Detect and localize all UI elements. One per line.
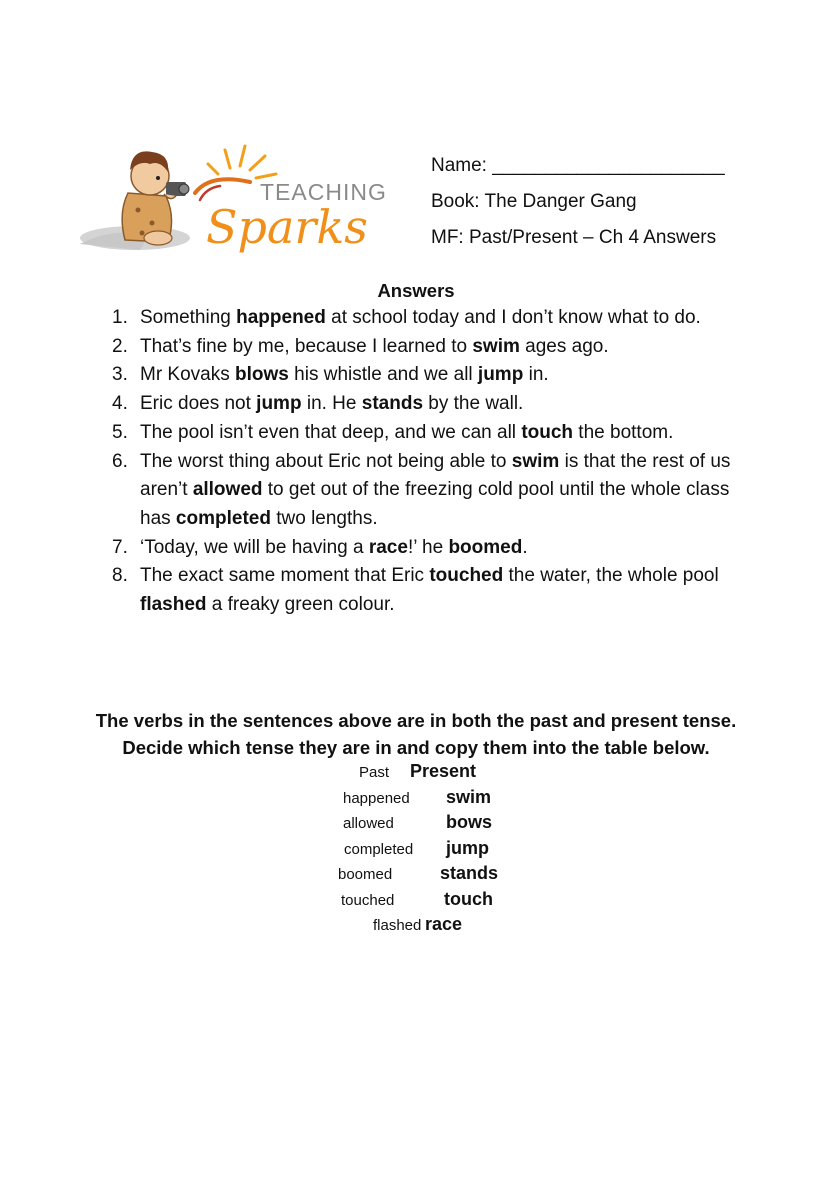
present-word: swim <box>446 787 492 807</box>
answer-text: . <box>522 536 528 558</box>
past-word: allowed <box>343 815 394 832</box>
present-header: Present <box>410 761 477 781</box>
present-word: touch <box>444 889 493 909</box>
verb: boomed <box>448 536 523 558</box>
answer-text: two lengths. <box>270 507 378 529</box>
verb: jump <box>477 364 524 386</box>
past-word: boomed <box>338 866 393 883</box>
verb: swim <box>511 450 560 472</box>
mf-line: MF: Past/Present – Ch 4 Answers <box>431 227 717 248</box>
answer-item <box>112 333 752 362</box>
answer-text: by the wall. <box>423 393 524 415</box>
answer-text: Something <box>140 307 237 328</box>
answer-item <box>112 390 752 419</box>
brand-line2: Sparks <box>206 200 368 254</box>
answer-text: The pool isn’t even that deep, and we can all <box>140 421 522 443</box>
answer-item <box>112 304 752 333</box>
book-line: Book: The Danger Gang <box>431 191 637 212</box>
verb: swim <box>472 335 520 357</box>
answer-text: a freaky green colour. <box>206 594 395 616</box>
answer-item <box>112 419 752 448</box>
answers-list <box>112 304 752 620</box>
verb: happened <box>236 307 326 328</box>
header-info <box>431 148 725 256</box>
answer-text: Mr Kovaks <box>140 364 236 386</box>
verb: allowed <box>192 479 263 501</box>
answer-text: The worst thing about Eric not being able to <box>140 450 512 472</box>
answer-text: in. He <box>301 393 362 415</box>
answer-number: 4. <box>112 393 128 415</box>
answer-text: ages ago. <box>519 335 609 357</box>
verb: race <box>368 536 408 558</box>
answer-number: 1. <box>112 307 128 328</box>
instruction-line-1: The verbs in the sentences above are in both the past and present tense. <box>95 710 737 731</box>
answer-text: That’s fine by me, because I learned to <box>140 335 473 357</box>
answer-number: 8. <box>112 565 128 587</box>
verb: stands <box>361 393 424 415</box>
answer-item <box>112 448 752 534</box>
present-word: jump <box>446 838 489 858</box>
answer-text: his whistle and we all <box>288 364 478 386</box>
answer-item <box>112 534 752 563</box>
verb: completed <box>175 507 271 529</box>
answer-text: to get out of the freezing cold pool until the whole class has <box>140 479 730 529</box>
verb: touch <box>521 421 574 443</box>
present-word: bows <box>446 812 493 832</box>
answer-text: the bottom. <box>573 421 674 443</box>
present-word: race <box>425 914 463 934</box>
answer-item <box>112 361 752 390</box>
past-header: Past <box>359 764 390 781</box>
answer-text: is that the rest of us aren’t <box>140 450 731 501</box>
past-word: touched <box>341 892 395 909</box>
answer-number: 6. <box>112 450 128 472</box>
logo-graphic <box>80 138 390 263</box>
answer-item <box>112 562 752 619</box>
brand-line1: TEACHING <box>260 179 387 205</box>
past-word: completed <box>344 841 414 858</box>
teaching-sparks-logo <box>80 138 390 263</box>
answer-text: The exact same moment that Eric <box>140 565 430 587</box>
verb: touched <box>429 565 504 587</box>
present-word: stands <box>440 863 499 883</box>
past-word: happened <box>343 790 410 807</box>
answer-number: 3. <box>112 364 128 386</box>
verb: blows <box>235 364 289 386</box>
answer-text: Eric does not <box>140 393 257 415</box>
verb: jump <box>256 393 302 415</box>
answers-title: Answers <box>377 280 455 301</box>
past-word: flashed <box>373 917 422 934</box>
answer-text: at school today and I don’t know what to do. <box>325 307 701 328</box>
verb: flashed <box>140 594 207 616</box>
answer-text: ‘Today, we will be having a <box>140 536 369 558</box>
instructions <box>0 707 832 761</box>
answer-number: 7. <box>112 536 128 558</box>
answer-number: 5. <box>112 421 128 443</box>
name-line: Name: ______________________ <box>431 155 725 176</box>
answer-text: in. <box>523 364 549 386</box>
answer-text: the water, the whole pool <box>503 565 719 587</box>
answer-number: 2. <box>112 335 128 357</box>
instruction-line-2: Decide which tense they are in and copy them into the table below. <box>122 737 710 758</box>
answer-text: !’ he <box>407 536 449 558</box>
